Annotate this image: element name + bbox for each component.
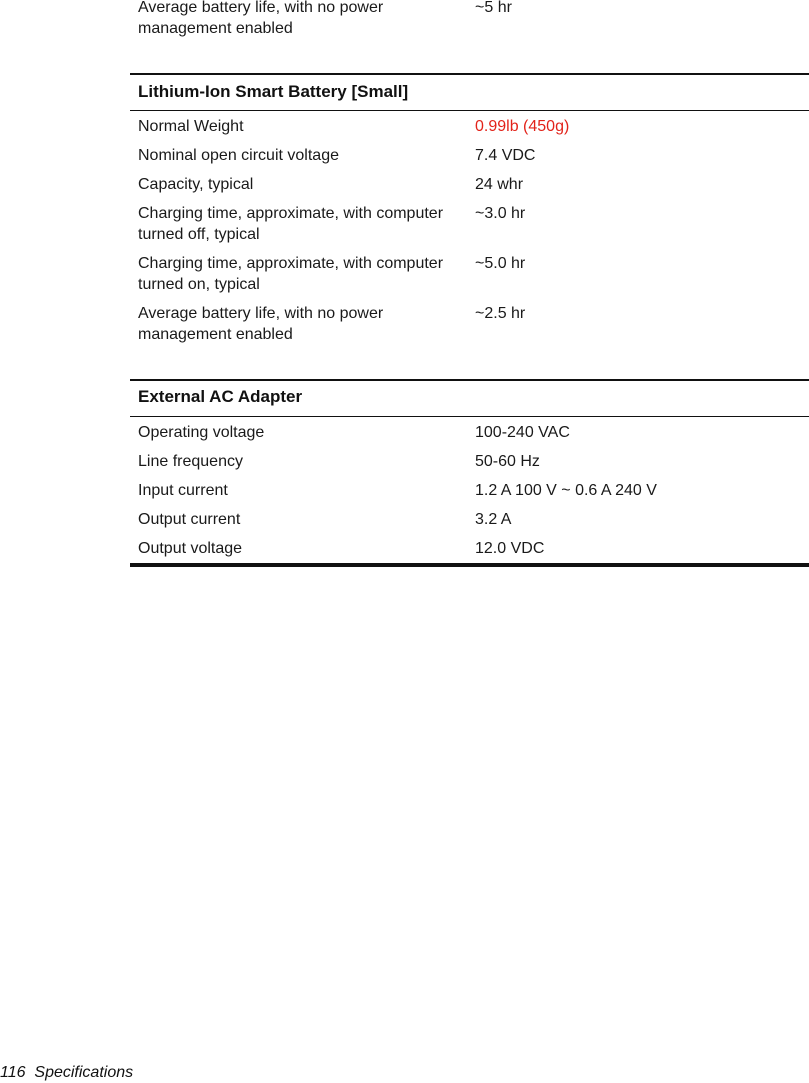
spec-value: 3.2 A — [475, 511, 512, 528]
spec-label: Average battery life, with no power management enabled — [138, 0, 384, 37]
page-number: 116 — [0, 1064, 26, 1081]
spec-value: 12.0 VDC — [475, 540, 545, 557]
footer-section-name: Specifications — [34, 1064, 134, 1081]
page-footer — [0, 1063, 133, 1083]
spec-value: ~3.0 hr — [475, 205, 526, 222]
spec-value: ~5 hr — [475, 0, 512, 16]
spec-label: Output current — [138, 511, 241, 528]
spec-label: Capacity, typical — [138, 176, 254, 193]
section-title-ac-adapter: External AC Adapter — [138, 387, 303, 406]
section-top-rule — [130, 73, 809, 75]
spec-label: Output voltage — [138, 540, 243, 557]
section-header-rule — [130, 110, 809, 111]
spec-value: 50-60 Hz — [475, 453, 540, 470]
spec-label: Nominal open circuit voltage — [138, 147, 339, 164]
section-top-rule — [130, 379, 809, 381]
spec-value-highlighted: 0.99lb (450g) — [475, 118, 570, 135]
section-title-battery: Lithium-Ion Smart Battery [Small] — [138, 82, 409, 101]
spec-label: Operating voltage — [138, 424, 265, 441]
section-header-rule — [130, 416, 809, 417]
spec-value: 7.4 VDC — [475, 147, 536, 164]
spec-label: Average battery life, with no power management enabled — [138, 305, 384, 343]
spec-label: Normal Weight — [138, 118, 244, 135]
spec-label: Charging time, approximate, with computer turned off, typical — [138, 205, 444, 243]
spec-label: Charging time, approximate, with computer turned on, typical — [138, 255, 444, 293]
table-bottom-rule — [130, 563, 809, 567]
spec-value: 24 whr — [475, 176, 524, 193]
spec-label: Input current — [138, 482, 228, 499]
spec-value: 100-240 VAC — [475, 424, 570, 441]
spec-value: ~2.5 hr — [475, 305, 526, 322]
spec-label: Line frequency — [138, 453, 243, 470]
spec-value: ~5.0 hr — [475, 255, 526, 272]
spec-value: 1.2 A 100 V ~ 0.6 A 240 V — [475, 482, 657, 499]
